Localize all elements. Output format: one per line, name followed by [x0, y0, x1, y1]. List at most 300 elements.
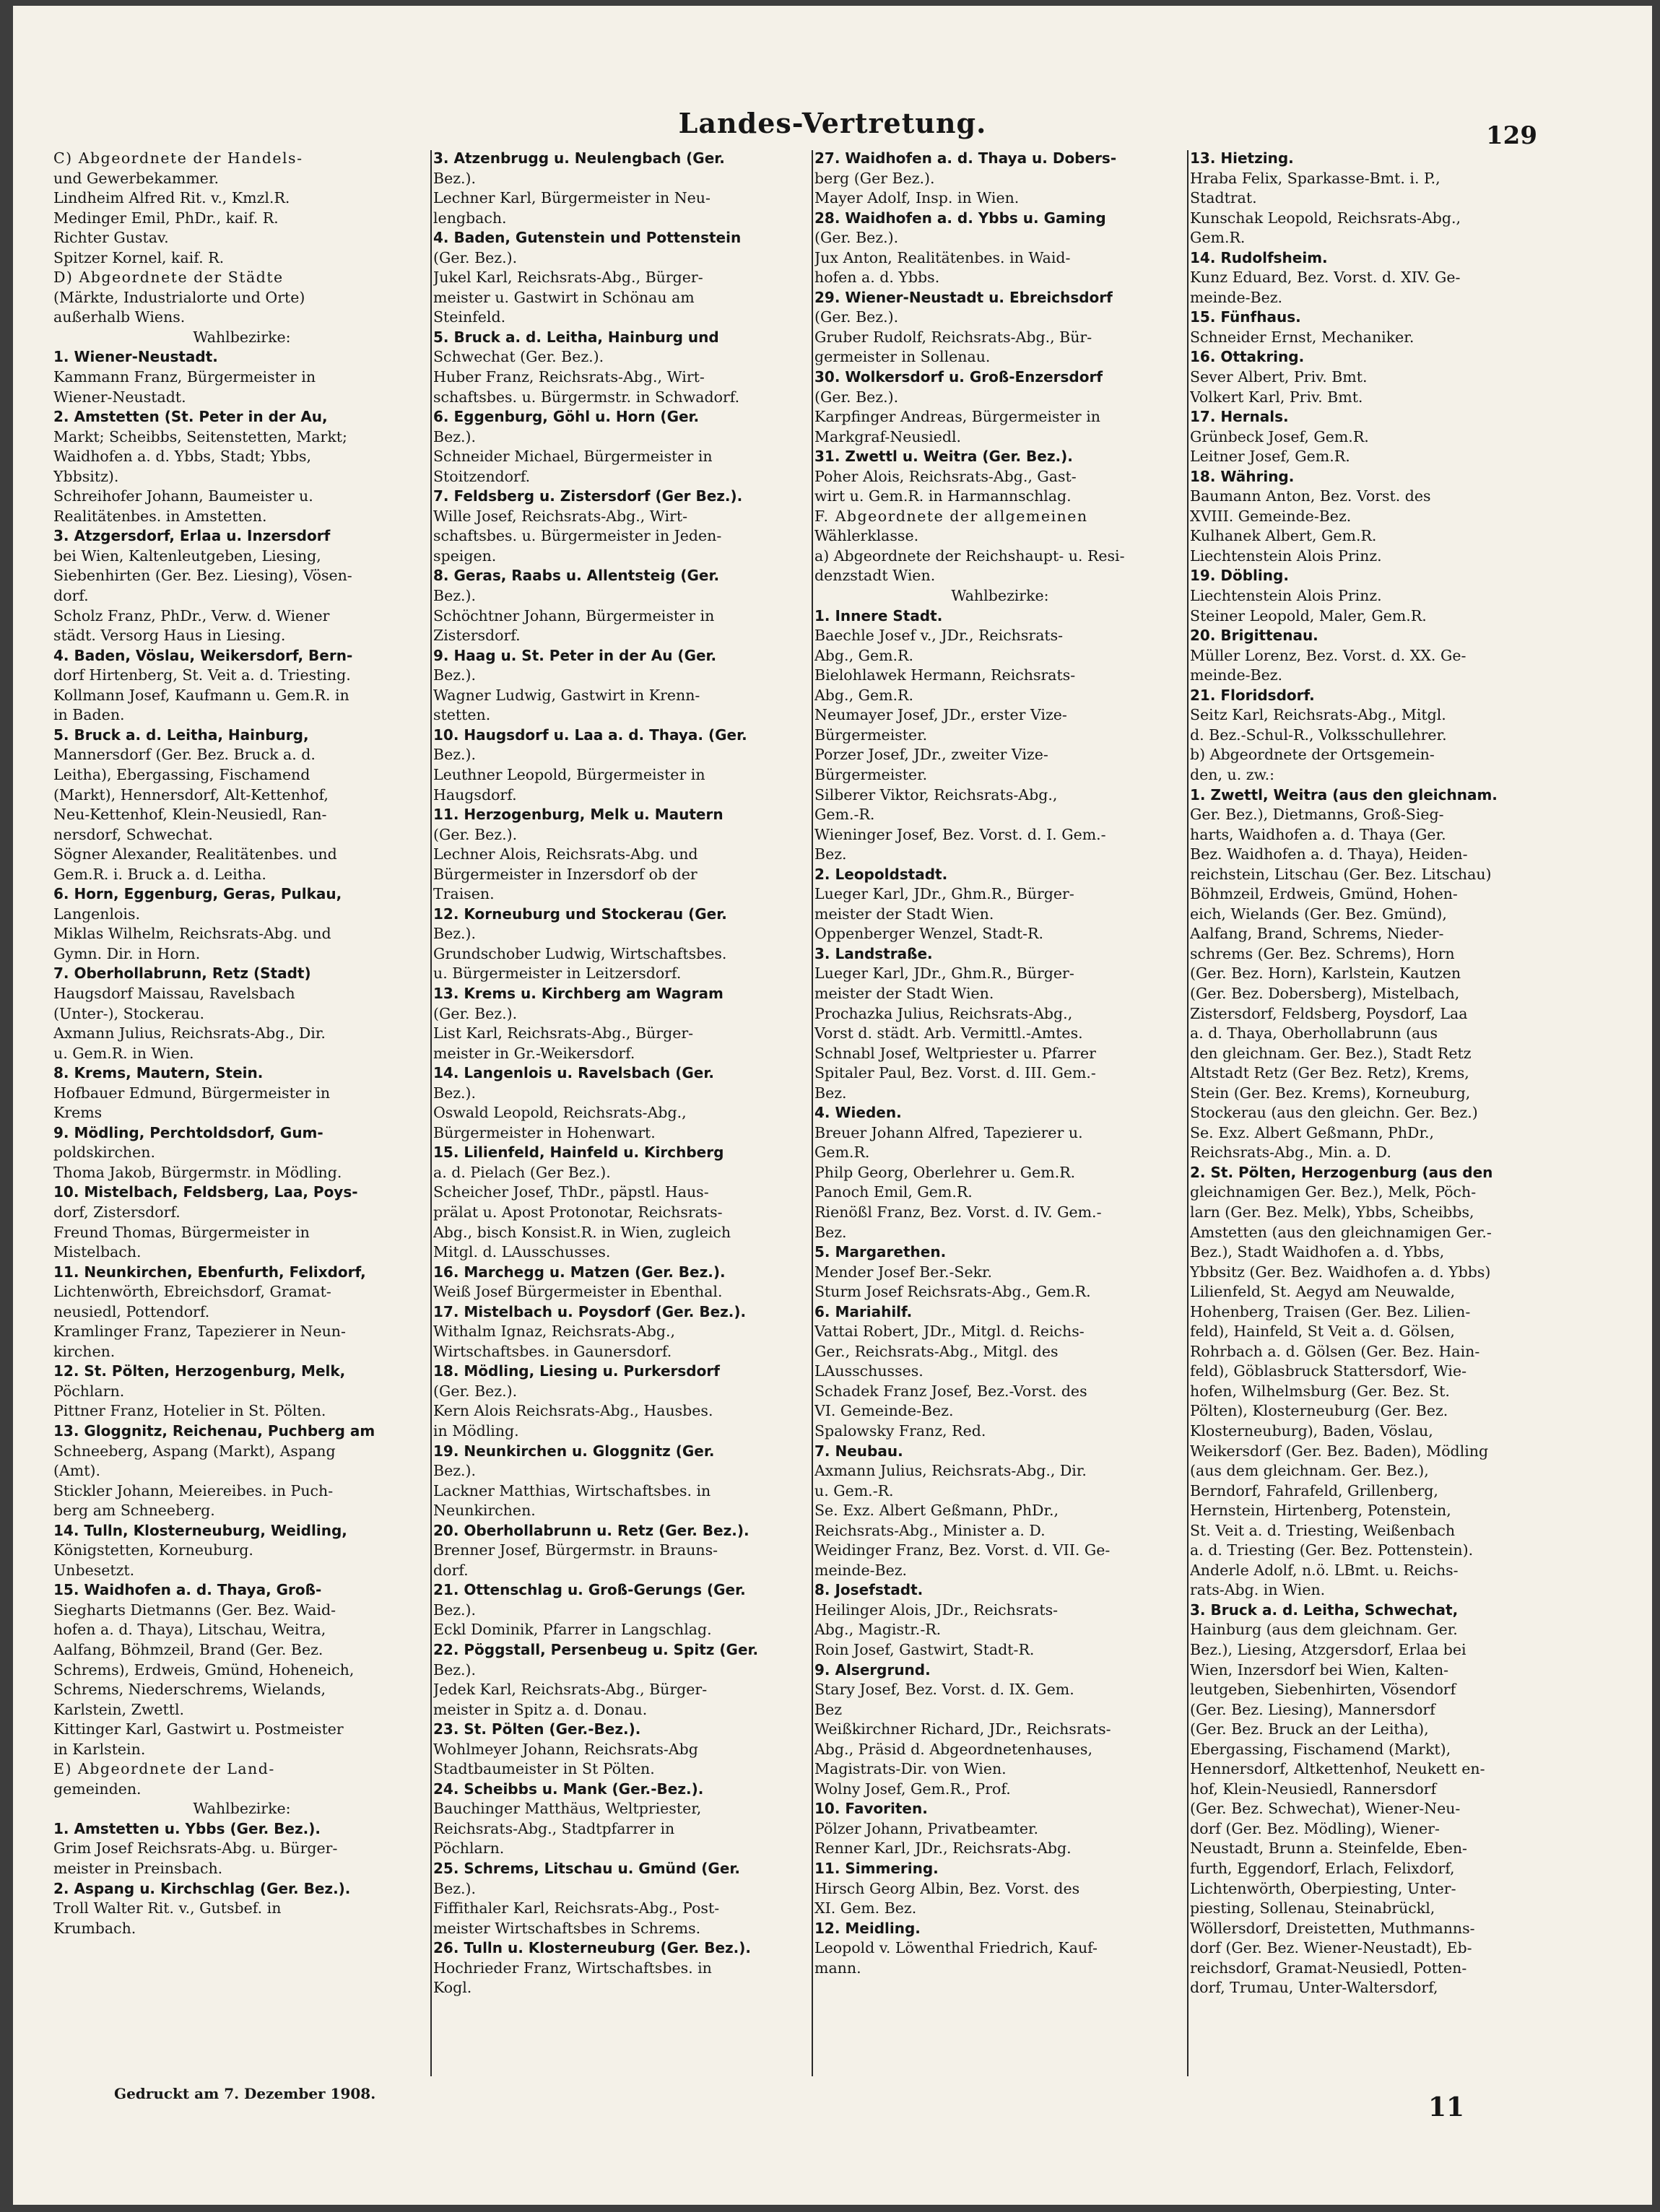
text-line: meinde-Bez.: [814, 1561, 908, 1579]
text-line: harts, Waidhofen a. d. Thaya (Ger.: [1190, 825, 1446, 843]
entry-heading-line: 27. Waidhofen a. d. Thaya u. Dobers-: [814, 149, 1117, 167]
text-line: VI. Gemeinde-Bez.: [814, 1402, 954, 1420]
text-line: Neumayer Josef, JDr., erster Vize-: [814, 706, 1067, 724]
text-line: Gymn. Dir. in Horn.: [53, 944, 201, 962]
entry-heading-line: 24. Scheibbs u. Mank (Ger.-Bez.).: [433, 1780, 704, 1798]
entry-heading-line: 16. Marchegg u. Matzen (Ger. Bez.).: [433, 1263, 726, 1281]
text-line: Lindheim Alfred Rit. v., Kmzl.R.: [53, 189, 290, 207]
text-line: Baechle Josef v., JDr., Reichsrats-: [814, 627, 1064, 645]
text-line: Liechtenstein Alois Prinz.: [1190, 587, 1382, 605]
column-rule: [430, 150, 432, 2076]
text-line: Weikersdorf (Ger. Bez. Baden), Mödling: [1190, 1442, 1489, 1460]
entry-heading-line: 23. St. Pölten (Ger.-Bez.).: [433, 1720, 641, 1738]
entry-heading-line: 17. Hernals.: [1190, 408, 1289, 426]
entry-heading-line: 8. Krems, Mautern, Stein.: [53, 1064, 264, 1082]
text-line: hof, Klein-Neusiedl, Rannersdorf: [1190, 1780, 1437, 1798]
text-line: Schöchtner Johann, Bürgermeister in: [433, 606, 715, 624]
text-line: Kunschak Leopold, Reichsrats-Abg.,: [1190, 209, 1461, 227]
entry-heading-line: 7. Feldsberg u. Zistersdorf (Ger Bez.).: [433, 487, 743, 505]
entry-heading-line: 12. Korneuburg und Stockerau (Ger.: [433, 905, 727, 923]
entry-heading-line: 30. Wolkersdorf u. Groß-Enzersdorf: [814, 368, 1103, 386]
text-line: Wieninger Josef, Bez. Vorst. d. I. Gem.-: [814, 825, 1106, 843]
text-line: (Ger. Bez. Bruck an der Leitha),: [1190, 1720, 1429, 1738]
text-line: meister u. Gastwirt in Schönau am: [433, 288, 695, 306]
entry-heading-line: 26. Tulln u. Klosterneuburg (Ger. Bez.).: [433, 1939, 751, 1957]
entry-heading-line: 4. Wieden.: [814, 1104, 902, 1122]
entry-heading-line: 12. St. Pölten, Herzogenburg, Melk,: [53, 1362, 346, 1380]
text-line: Pittner Franz, Hotelier in St. Pölten.: [53, 1402, 326, 1420]
text-line: a) Abgeordnete der Reichshaupt- u. Resi-: [814, 547, 1125, 565]
text-line: Withalm Ignaz, Reichsrats-Abg.,: [433, 1323, 676, 1341]
text-line: Hofbauer Edmund, Bürgermeister in: [53, 1084, 331, 1102]
entry-heading-line: 12. Meidling.: [814, 1919, 921, 1937]
text-line: reichsdorf, Gramat-Neusiedl, Potten-: [1190, 1959, 1467, 1977]
entry-heading-line: 6. Horn, Eggenburg, Geras, Pulkau,: [53, 885, 342, 903]
text-line: Königstetten, Korneuburg.: [53, 1541, 253, 1559]
entry-heading-line: 9. Alsergrund.: [814, 1660, 931, 1678]
text-line: Hernstein, Hirtenberg, Potenstein,: [1190, 1502, 1451, 1520]
text-line: Amstetten (aus den gleichnamigen Ger.-: [1190, 1223, 1492, 1241]
text-line: meinde-Bez.: [1190, 666, 1283, 684]
text-line: Bez.: [814, 1223, 847, 1241]
text-line: Schreihofer Johann, Baumeister u.: [53, 487, 313, 505]
text-line: Aalfang, Böhmzeil, Brand (Ger. Bez.: [53, 1641, 323, 1659]
text-line: Eckl Dominik, Pfarrer in Langschlag.: [433, 1621, 712, 1639]
text-line: Jux Anton, Realitätenbes. in Waid-: [814, 248, 1071, 266]
text-line: Bürgermeister in Inzersdorf ob der: [433, 865, 698, 883]
text-line: Mitgl. d. LAusschusses.: [433, 1243, 611, 1261]
text-line: Se. Exz. Albert Geßmann, PhDr.,: [1190, 1123, 1435, 1141]
text-line: Ybbsitz (Ger. Bez. Waidhofen a. d. Ybbs): [1190, 1263, 1491, 1281]
text-line: Volkert Karl, Priv. Bmt.: [1190, 388, 1363, 406]
text-line: Schneider Michael, Bürgermeister in: [433, 448, 713, 466]
text-line: meister in Spitz a. d. Donau.: [433, 1700, 648, 1718]
text-line: Grim Josef Reichsrats-Abg. u. Bürger-: [53, 1839, 338, 1858]
text-line: Axmann Julius, Reichsrats-Abg., Dir.: [53, 1024, 326, 1042]
text-line: Spalowsky Franz, Red.: [814, 1422, 986, 1440]
entry-heading-line: 3. Atzenbrugg u. Neulengbach (Ger.: [433, 149, 725, 167]
text-line: Bez.).: [433, 169, 477, 187]
text-line: (Ger. Bez.).: [433, 1382, 518, 1400]
text-line: Hainburg (aus dem gleichnam. Ger.: [1190, 1621, 1458, 1639]
text-line: nersdorf, Schwechat.: [53, 825, 213, 843]
text-line: Renner Karl, JDr., Reichsrats-Abg.: [814, 1839, 1072, 1858]
text-line: Wahlbezirke:: [951, 587, 1049, 605]
text-line: Schadek Franz Josef, Bez.-Vorst. des: [814, 1382, 1087, 1400]
entry-heading-line: 3. Landstraße.: [814, 944, 933, 962]
text-line: denzstadt Wien.: [814, 567, 936, 585]
text-line: schrems (Ger. Bez. Schrems), Horn: [1190, 944, 1455, 962]
entry-heading-line: 4. Baden, Gutenstein und Pottenstein: [433, 229, 742, 247]
text-line: und Gewerbekammer.: [53, 169, 220, 187]
text-line: schaftsbes. u. Bürgermstr. in Schwadorf.: [433, 388, 740, 406]
text-line: Stary Josef, Bez. Vorst. d. IX. Gem.: [814, 1681, 1074, 1699]
text-line: Abg., Magistr.-R.: [814, 1621, 942, 1639]
text-line: Baumann Anton, Bez. Vorst. des: [1190, 487, 1431, 505]
text-line: Lilienfeld, St. Aegyd am Neuwalde,: [1190, 1283, 1456, 1301]
text-line: Müller Lorenz, Bez. Vorst. d. XX. Ge-: [1190, 646, 1466, 664]
text-line: Abg., Gem.R.: [814, 686, 914, 704]
text-line: Karlstein, Zwettl.: [53, 1700, 185, 1718]
entry-heading-line: 6. Mariahilf.: [814, 1302, 913, 1320]
text-line: (Unter-), Stockerau.: [53, 1004, 205, 1022]
text-line: Leitner Josef, Gem.R.: [1190, 448, 1350, 466]
text-line: Bez.), Stadt Waidhofen a. d. Ybbs,: [1190, 1243, 1445, 1261]
text-line: Fiffithaler Karl, Reichsrats-Abg., Post-: [433, 1899, 720, 1917]
text-line: Bez.), Liesing, Atzgersdorf, Erlaa bei: [1190, 1641, 1466, 1659]
entry-heading-line: 19. Neunkirchen u. Gloggnitz (Ger.: [433, 1442, 715, 1460]
entry-heading-line: 19. Döbling.: [1190, 567, 1289, 585]
text-line: Schneeberg, Aspang (Markt), Aspang: [53, 1442, 336, 1460]
text-line: (Ger. Bez.).: [814, 308, 899, 326]
entry-heading-line: 1. Zwettl, Weitra (aus den gleichnam.: [1190, 785, 1498, 804]
text-line: Scheicher Josef, ThDr., päpstl. Haus-: [433, 1183, 709, 1201]
entry-heading-line: 13. Hietzing.: [1190, 149, 1294, 167]
text-line: Spitzer Kornel, kaif. R.: [53, 248, 225, 266]
entry-heading-line: 5. Bruck a. d. Leitha, Hainburg und: [433, 328, 719, 346]
text-line: furth, Eggendorf, Erlach, Felixdorf,: [1190, 1860, 1455, 1878]
text-line: den, u. zw.:: [1190, 765, 1275, 783]
text-line: Böhmzeil, Erdweis, Gmünd, Hohen-: [1190, 885, 1458, 903]
entry-heading-line: 13. Gloggnitz, Reichenau, Puchberg am: [53, 1422, 375, 1440]
text-line: Heilinger Alois, JDr., Reichsrats-: [814, 1601, 1059, 1619]
text-line: larn (Ger. Bez. Melk), Ybbs, Scheibbs,: [1190, 1203, 1474, 1221]
text-line: Medinger Emil, PhDr., kaif. R.: [53, 209, 279, 227]
text-line: Gem.R.: [814, 1144, 870, 1162]
text-line: Se. Exz. Albert Geßmann, PhDr.,: [814, 1502, 1059, 1520]
text-column-2: [433, 149, 812, 2026]
entry-heading-line: 3. Bruck a. d. Leitha, Schwechat,: [1190, 1601, 1459, 1619]
entry-heading-line: 5. Margarethen.: [814, 1243, 947, 1261]
entry-heading-line: 2. Leopoldstadt.: [814, 865, 948, 883]
text-line: XVIII. Gemeinde-Bez.: [1190, 507, 1352, 525]
text-line: Markgraf-Neusiedl.: [814, 427, 962, 445]
text-line: (aus dem gleichnam. Ger. Bez.),: [1190, 1462, 1429, 1480]
entry-heading-line: 15. Waidhofen a. d. Thaya, Groß-: [53, 1581, 322, 1599]
text-line: (Ger. Bez.).: [433, 1004, 518, 1022]
text-line: Hirsch Georg Albin, Bez. Vorst. des: [814, 1879, 1080, 1897]
entry-heading-line: 9. Mödling, Perchtoldsdorf, Gum-: [53, 1123, 323, 1141]
text-line: Jukel Karl, Reichsrats-Abg., Bürger-: [433, 269, 703, 287]
text-line: schaftsbes. u. Bürgermeister in Jeden-: [433, 527, 722, 545]
text-line: Gem.-R.: [814, 806, 875, 824]
text-line: Wahlbezirke:: [193, 328, 291, 346]
text-line: in Mödling.: [433, 1422, 519, 1440]
text-line: Thoma Jakob, Bürgermstr. in Mödling.: [53, 1163, 342, 1181]
entry-heading-line: 4. Baden, Vöslau, Weikersdorf, Bern-: [53, 646, 353, 664]
document-page: [13, 6, 1652, 2205]
text-line: Stockerau (aus den gleichn. Ger. Bez.): [1190, 1104, 1478, 1122]
text-line: Prochazka Julius, Reichsrats-Abg.,: [814, 1004, 1073, 1022]
text-line: Reichsrats-Abg., Minister a. D.: [814, 1521, 1046, 1539]
text-line: reichstein, Litschau (Ger. Bez. Litschau): [1190, 865, 1492, 883]
entry-heading-line: 1. Amstetten u. Ybbs (Ger. Bez.).: [53, 1819, 321, 1837]
text-line: in Baden.: [53, 706, 125, 724]
text-line: Oppenberger Wenzel, Stadt-R.: [814, 925, 1044, 943]
text-line: Philp Georg, Oberlehrer u. Gem.R.: [814, 1163, 1076, 1181]
text-line: Bez.).: [433, 666, 477, 684]
text-line: Krems: [53, 1104, 103, 1122]
text-line: eich, Wielands (Ger. Bez. Gmünd),: [1190, 905, 1447, 923]
text-line: D) Abgeordnete der Städte: [53, 269, 284, 287]
text-line: Zistersdorf.: [433, 627, 521, 645]
text-line: leutgeben, Siebenhirten, Vösendorf: [1190, 1681, 1456, 1699]
text-line: Schwechat (Ger. Bez.).: [433, 348, 604, 366]
text-line: Neu-Kettenhof, Klein-Neusiedl, Ran-: [53, 806, 327, 824]
entry-heading-line: 2. St. Pölten, Herzogenburg (aus den: [1190, 1163, 1493, 1181]
text-line: (Markt), Hennersdorf, Alt-Kettenhof,: [53, 785, 329, 804]
text-line: Bez.).: [433, 746, 477, 764]
text-line: Sturm Josef Reichsrats-Abg., Gem.R.: [814, 1283, 1091, 1301]
text-line: Bielohlawek Hermann, Reichsrats-: [814, 666, 1076, 684]
text-line: Rienößl Franz, Bez. Vorst. d. IV. Gem.-: [814, 1203, 1102, 1221]
page-title: Landes-Vertretung.: [678, 107, 987, 139]
text-line: meister Wirtschaftsbes in Schrems.: [433, 1919, 701, 1937]
text-line: u. Gem.R. in Wien.: [53, 1044, 194, 1062]
text-line: dorf, Zistersdorf.: [53, 1203, 181, 1221]
text-line: in Karlstein.: [53, 1740, 146, 1758]
text-line: Hohenberg, Traisen (Ger. Bez. Lilien-: [1190, 1302, 1471, 1320]
entry-heading-line: 14. Langenlois u. Ravelsbach (Ger.: [433, 1064, 714, 1082]
text-line: Lueger Karl, JDr., Ghm.R., Bürger-: [814, 965, 1074, 983]
text-line: Magistrats-Dir. von Wien.: [814, 1760, 1007, 1778]
text-line: Schnabl Josef, Weltpriester u. Pfarrer: [814, 1044, 1096, 1062]
entry-heading-line: 3. Atzgersdorf, Erlaa u. Inzersdorf: [53, 527, 331, 545]
text-line: dorf Hirtenberg, St. Veit a. d. Triesting.: [53, 666, 351, 684]
text-line: Jedek Karl, Reichsrats-Abg., Bürger-: [433, 1681, 708, 1699]
entry-heading-line: 29. Wiener-Neustadt u. Ebreichsdorf: [814, 288, 1113, 306]
text-line: Richter Gustav.: [53, 229, 169, 247]
text-line: u. Bürgermeister in Leitzersdorf.: [433, 965, 682, 983]
text-line: Schneider Ernst, Mechaniker.: [1190, 328, 1415, 346]
text-line: Wolny Josef, Gem.R., Prof.: [814, 1780, 1011, 1798]
text-line: Kittinger Karl, Gastwirt u. Postmeister: [53, 1720, 344, 1738]
text-line: (Amt).: [53, 1462, 100, 1480]
text-line: Bez: [814, 1700, 842, 1718]
entry-heading-line: 15. Lilienfeld, Hainfeld u. Kirchberg: [433, 1144, 724, 1162]
text-line: Bürgermeister in Hohenwart.: [433, 1123, 656, 1141]
text-line: Bez.).: [433, 1601, 477, 1619]
text-line: meister der Stadt Wien.: [814, 905, 994, 923]
text-line: Hochrieder Franz, Wirtschaftsbes. in: [433, 1959, 712, 1977]
text-line: hofen a. d. Ybbs.: [814, 269, 940, 287]
print-date-footer: Gedruckt am 7. Dezember 1908.: [114, 2085, 376, 2102]
entry-heading-line: 11. Neunkirchen, Ebenfurth, Felixdorf,: [53, 1263, 366, 1281]
text-line: Axmann Julius, Reichsrats-Abg., Dir.: [814, 1462, 1087, 1480]
text-line: Wiener-Neustadt.: [53, 388, 186, 406]
text-line: Siebenhirten (Ger. Bez. Liesing), Vösen-: [53, 567, 352, 585]
text-line: Scholz Franz, PhDr., Verw. d. Wiener: [53, 606, 330, 624]
text-line: Ebergassing, Fischamend (Markt),: [1190, 1740, 1451, 1758]
text-line: Rohrbach a. d. Gölsen (Ger. Bez. Hain-: [1190, 1342, 1480, 1360]
entry-heading-line: 31. Zwettl u. Weitra (Ger. Bez.).: [814, 448, 1073, 466]
text-line: Seitz Karl, Reichsrats-Abg., Mitgl.: [1190, 706, 1446, 724]
text-line: speigen.: [433, 547, 497, 565]
text-line: Freund Thomas, Bürgermeister in: [53, 1223, 310, 1241]
text-line: mann.: [814, 1959, 861, 1977]
text-line: stetten.: [433, 706, 491, 724]
entry-heading-line: 14. Tulln, Klosterneuburg, Weidling,: [53, 1521, 347, 1539]
entry-heading-line: 21. Ottenschlag u. Groß-Gerungs (Ger.: [433, 1581, 746, 1599]
page-number: 129: [1486, 121, 1537, 150]
text-line: a. d. Thaya, Oberhollabrunn (aus: [1190, 1024, 1438, 1042]
text-line: Bez.: [814, 845, 847, 863]
entry-heading-line: 20. Oberhollabrunn u. Retz (Ger. Bez.).: [433, 1521, 749, 1539]
text-column-3: [814, 149, 1186, 2026]
entry-heading-line: 9. Haag u. St. Peter in der Au (Ger.: [433, 646, 717, 664]
text-line: Breuer Johann Alfred, Tapezierer u.: [814, 1123, 1083, 1141]
text-line: Leopold v. Löwenthal Friedrich, Kauf-: [814, 1939, 1098, 1957]
text-line: Traisen.: [433, 885, 495, 903]
text-line: Haugsdorf Maissau, Ravelsbach: [53, 984, 295, 1002]
text-line: Haugsdorf.: [433, 785, 517, 804]
text-line: C) Abgeordnete der Handels-: [53, 149, 303, 167]
text-line: städt. Versorg Haus in Liesing.: [53, 627, 286, 645]
text-line: meinde-Bez.: [1190, 288, 1283, 306]
entry-heading-line: 18. Mödling, Liesing u. Purkersdorf: [433, 1362, 720, 1380]
text-line: Panoch Emil, Gem.R.: [814, 1183, 973, 1201]
text-line: Poher Alois, Reichsrats-Abg., Gast-: [814, 467, 1077, 485]
text-line: Bez.).: [433, 1879, 477, 1897]
text-line: Lichtenwörth, Oberpiesting, Unter-: [1190, 1879, 1456, 1897]
text-line: Pöchlarn.: [433, 1839, 505, 1858]
text-line: Lichtenwörth, Ebreichsdorf, Gramat-: [53, 1283, 331, 1301]
text-line: kirchen.: [53, 1342, 116, 1360]
text-line: Kammann Franz, Bürgermeister in: [53, 368, 316, 386]
text-line: (Ger. Bez.).: [433, 825, 518, 843]
entry-heading-line: 20. Brigittenau.: [1190, 627, 1318, 645]
entry-heading-line: 16. Ottakring.: [1190, 348, 1305, 366]
text-line: Aalfang, Brand, Schrems, Nieder-: [1190, 925, 1444, 943]
text-line: Ger., Reichsrats-Abg., Mitgl. des: [814, 1342, 1059, 1360]
text-line: Altstadt Retz (Ger Bez. Retz), Krems,: [1190, 1064, 1469, 1082]
text-line: Lackner Matthias, Wirtschaftsbes. in: [433, 1481, 711, 1499]
text-line: den gleichnam. Ger. Bez.), Stadt Retz: [1190, 1044, 1472, 1062]
column-rule: [812, 150, 813, 2076]
sheet-signature-mark: 11: [1428, 2092, 1465, 2122]
text-line: Weißkirchner Richard, JDr., Reichsrats-: [814, 1720, 1111, 1738]
text-line: Pölzer Johann, Privatbeamter.: [814, 1819, 1039, 1837]
text-line: Miklas Wilhelm, Reichsrats-Abg. und: [53, 925, 331, 943]
text-line: Hraba Felix, Sparkasse-Bmt. i. P.,: [1190, 169, 1440, 187]
text-line: Grünbeck Josef, Gem.R.: [1190, 427, 1369, 445]
entry-heading-line: 2. Amstetten (St. Peter in der Au,: [53, 408, 328, 426]
text-line: Weiß Josef Bürgermeister in Ebenthal.: [433, 1283, 723, 1301]
text-line: (Ger. Bez.).: [814, 229, 899, 247]
text-line: List Karl, Reichsrats-Abg., Bürger-: [433, 1024, 694, 1042]
text-line: Neunkirchen.: [433, 1502, 536, 1520]
text-line: Wahlbezirke:: [193, 1800, 291, 1818]
text-line: piesting, Sollenau, Steinabrückl,: [1190, 1899, 1435, 1917]
entry-heading-line: 5. Bruck a. d. Leitha, Hainburg,: [53, 726, 309, 744]
text-line: d. Bez.-Schul-R., Volksschullehrer.: [1190, 726, 1447, 744]
entry-heading-line: 18. Währing.: [1190, 467, 1295, 485]
text-line: Gruber Rudolf, Reichsrats-Abg., Bür-: [814, 328, 1092, 346]
text-line: Bürgermeister.: [814, 765, 928, 783]
text-line: Steiner Leopold, Maler, Gem.R.: [1190, 606, 1427, 624]
text-line: F. Abgeordnete der allgemeinen: [814, 507, 1088, 525]
text-line: Roin Josef, Gastwirt, Stadt-R.: [814, 1641, 1035, 1659]
text-line: Wien, Inzersdorf bei Wien, Kalten-: [1190, 1660, 1449, 1678]
text-line: Gem.R. i. Bruck a. d. Leitha.: [53, 865, 266, 883]
entry-heading-line: 10. Mistelbach, Feldsberg, Laa, Poys-: [53, 1183, 358, 1201]
text-line: Karpfinger Andreas, Bürgermeister in: [814, 408, 1100, 426]
text-line: Bez.).: [433, 1462, 477, 1480]
text-line: Kollmann Josef, Kaufmann u. Gem.R. in: [53, 686, 349, 704]
text-line: Bez.).: [433, 427, 477, 445]
text-line: Waidhofen a. d. Ybbs, Stadt; Ybbs,: [53, 448, 312, 466]
text-line: dorf (Ger. Bez. Wiener-Neustadt), Eb-: [1190, 1939, 1472, 1957]
text-line: Stadtrat.: [1190, 189, 1257, 207]
text-line: Zistersdorf, Feldsberg, Poysdorf, Laa: [1190, 1004, 1468, 1022]
text-line: prälat u. Apost Protonotar, Reichsrats-: [433, 1203, 723, 1221]
column-rule: [1187, 150, 1188, 2076]
text-line: Wohlmeyer Johann, Reichsrats-Abg: [433, 1740, 698, 1758]
text-line: dorf.: [433, 1561, 469, 1579]
text-line: Abg., Präsid d. Abgeordnetenhauses,: [814, 1740, 1092, 1758]
entry-heading-line: 17. Mistelbach u. Poysdorf (Ger. Bez.).: [433, 1302, 747, 1320]
entry-heading-line: 6. Eggenburg, Göhl u. Horn (Ger.: [433, 408, 700, 426]
entry-heading-line: 10. Favoriten.: [814, 1800, 928, 1818]
text-line: Pölten), Klosterneuburg (Ger. Bez.: [1190, 1402, 1448, 1420]
text-line: Bauchinger Matthäus, Weltpriester,: [433, 1800, 702, 1818]
text-line: Bez.).: [433, 1660, 477, 1678]
entry-heading-line: 15. Fünfhaus.: [1190, 308, 1301, 326]
text-line: u. Gem.-R.: [814, 1481, 894, 1499]
entry-heading-line: 14. Rudolfsheim.: [1190, 248, 1328, 266]
text-line: Stoitzendorf.: [433, 467, 531, 485]
text-line: Bürgermeister.: [814, 726, 928, 744]
text-line: Ybbsitz).: [53, 467, 119, 485]
entry-heading-line: 22. Pöggstall, Persenbeug u. Spitz (Ger.: [433, 1641, 759, 1659]
text-line: (Ger. Bez.).: [814, 388, 899, 406]
text-line: Reichsrats-Abg., Min. a. D.: [1190, 1144, 1391, 1162]
text-line: Wählerklasse.: [814, 527, 919, 545]
text-line: Spitaler Paul, Bez. Vorst. d. III. Gem.-: [814, 1064, 1096, 1082]
text-line: Grundschober Ludwig, Wirtschaftsbes.: [433, 944, 727, 962]
text-line: Liechtenstein Alois Prinz.: [1190, 547, 1382, 565]
text-line: poldskirchen.: [53, 1144, 155, 1162]
text-line: Bez.).: [433, 925, 477, 943]
text-line: Pöchlarn.: [53, 1382, 125, 1400]
text-line: hofen, Wilhelmsburg (Ger. Bez. St.: [1190, 1382, 1450, 1400]
text-line: meister in Gr.-Weikersdorf.: [433, 1044, 635, 1062]
text-line: Schrems), Erdweis, Gmünd, Hoheneich,: [53, 1660, 355, 1678]
text-line: Abg., Gem.R.: [814, 646, 914, 664]
entry-heading-line: 28. Waidhofen a. d. Ybbs u. Gaming: [814, 209, 1106, 227]
entry-heading-line: 7. Oberhollabrunn, Retz (Stadt): [53, 965, 311, 983]
text-line: Klosterneuburg), Baden, Vöslau,: [1190, 1422, 1433, 1440]
entry-heading-line: 25. Schrems, Litschau u. Gmünd (Ger.: [433, 1860, 741, 1878]
text-line: Anderle Adolf, n.ö. LBmt. u. Reichs-: [1190, 1561, 1459, 1579]
text-line: (Ger. Bez. Schwechat), Wiener-Neu-: [1190, 1800, 1461, 1818]
entry-heading-line: 10. Haugsdorf u. Laa a. d. Thaya. (Ger.: [433, 726, 747, 744]
text-line: Stein (Ger. Bez. Krems), Korneuburg,: [1190, 1084, 1471, 1102]
text-line: gleichnamigen Ger. Bez.), Melk, Pöch-: [1190, 1183, 1477, 1201]
text-line: Vattai Robert, JDr., Mitgl. d. Reichs-: [814, 1323, 1085, 1341]
text-column-1: [53, 149, 430, 2026]
text-line: Steinfeld.: [433, 308, 506, 326]
text-line: Hennersdorf, Altkettenhof, Neukett en-: [1190, 1760, 1485, 1778]
text-line: (Ger. Bez.).: [433, 248, 518, 266]
text-line: dorf.: [53, 587, 89, 605]
text-line: Sögner Alexander, Realitätenbes. und: [53, 845, 337, 863]
text-line: Bez.).: [433, 587, 477, 605]
text-line: außerhalb Wiens.: [53, 308, 186, 326]
text-line: Bez.).: [433, 1084, 477, 1102]
text-line: dorf, Trumau, Unter-Waltersdorf,: [1190, 1979, 1438, 1997]
text-line: Brenner Josef, Bürgermstr. in Brauns-: [433, 1541, 718, 1559]
